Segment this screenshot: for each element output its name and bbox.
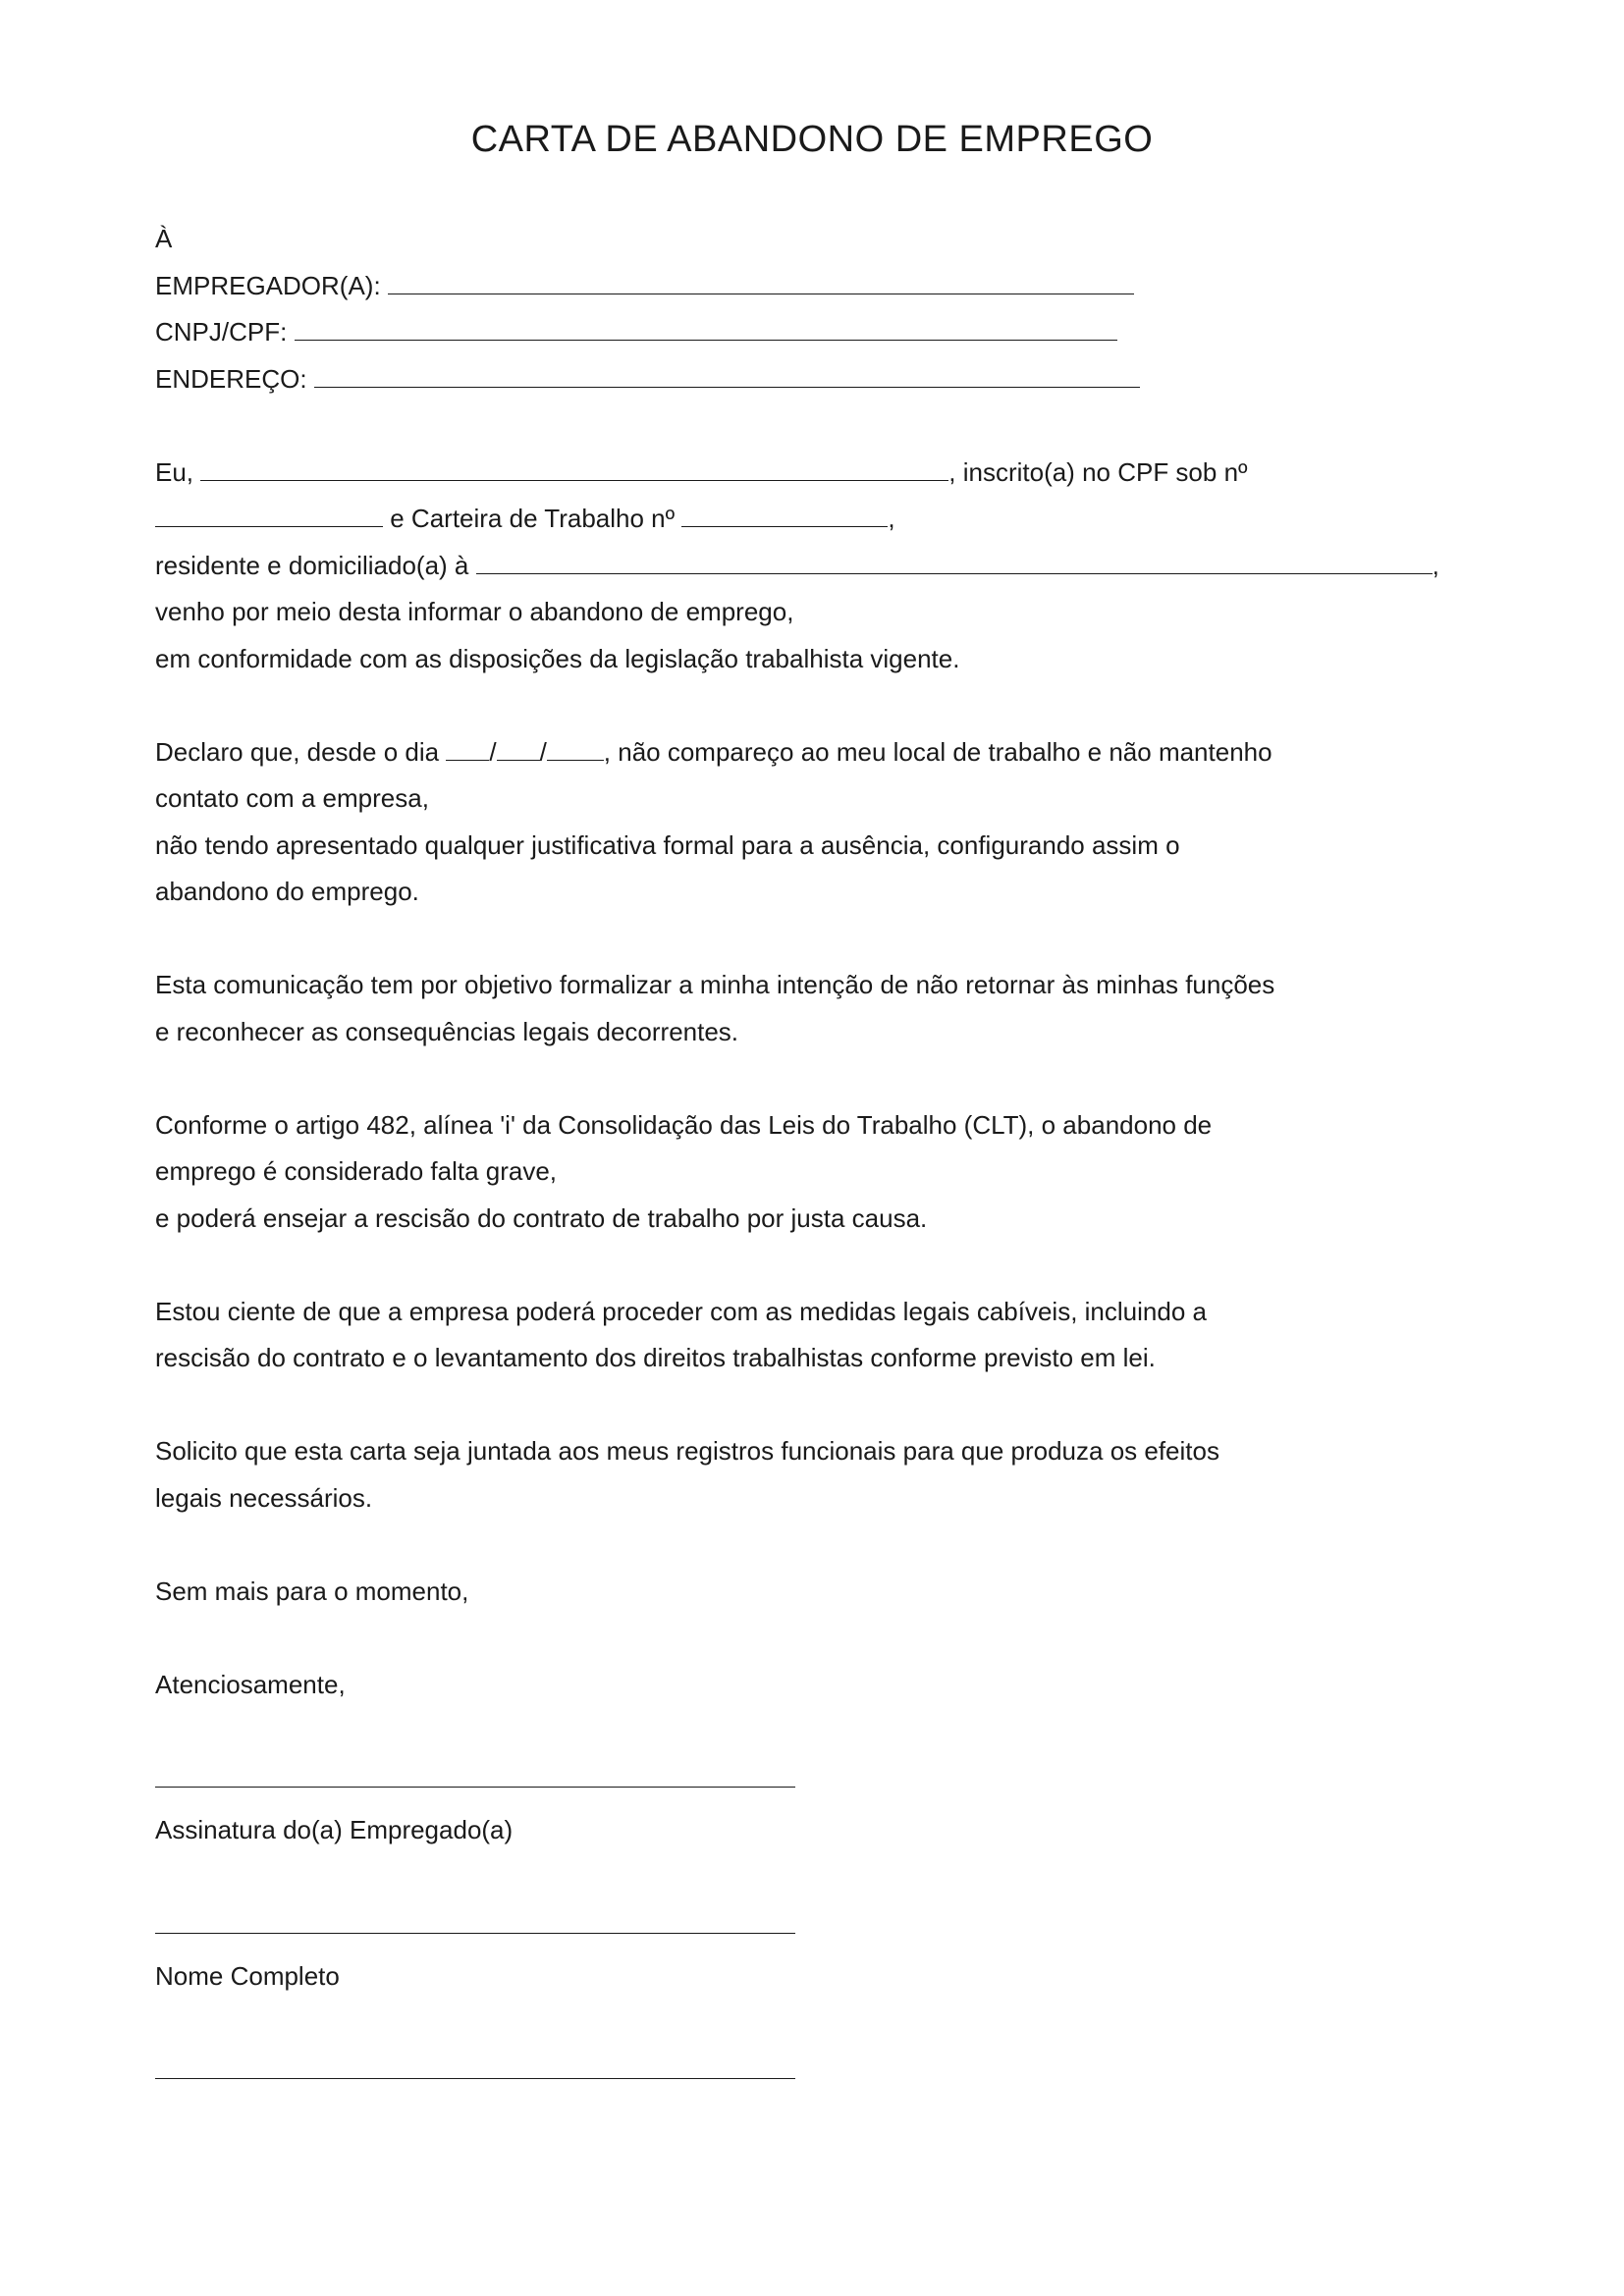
intro-line-5: em conformidade com as disposições da legislação trabalhista vigente. <box>155 643 960 673</box>
signature-label: Assinatura do(a) Empregado(a) <box>155 1815 514 1844</box>
declaration-line-1 <box>155 729 1530 776</box>
cnpj-blank <box>295 316 1117 341</box>
signature-line <box>155 1787 795 1788</box>
intro-residence: residente e domiciliado(a) à <box>155 550 469 580</box>
objective-line-2: e reconhecer as consequências legais decorrentes. <box>155 1016 739 1046</box>
intro-eu: Eu, <box>155 456 194 487</box>
intro-line-4: venho por meio desta informar o abandono de emprego, <box>155 597 794 626</box>
intro-ctps-text: e Carteira de Trabalho nº <box>390 504 676 533</box>
residence-blank <box>476 550 1433 574</box>
extra-line <box>155 2078 795 2079</box>
employer-label: EMPREGADOR(A): <box>155 270 381 300</box>
name-blank <box>200 456 948 481</box>
year-blank <box>547 736 604 761</box>
clt-line-2: emprego é considerado falta grave, <box>155 1156 558 1186</box>
address-label: ENDEREÇO: <box>155 363 307 394</box>
intro-cpf-text: , inscrito(a) no CPF sob nº <box>948 456 1248 487</box>
aware-line-2: rescisão do contrato e o levantamento dos direitos trabalhistas conforme previsto em lei. <box>155 1343 1156 1372</box>
full-name-label: Nome Completo <box>155 1960 340 1991</box>
clt-line-3: e poderá ensejar a rescisão do contrato de trabalho por justa causa. <box>155 1202 928 1233</box>
intro-line-1 <box>155 450 1530 497</box>
clt-line-1: Conforme o artigo 482, alínea 'i' da Consolidação das Leis do Trabalho (CLT), o abandono de <box>155 1109 1213 1140</box>
date-slash-1: / <box>489 736 497 767</box>
request-line-1: Solicito que esta carta seja juntada aos meus registros funcionais para que produza os efeitos <box>155 1436 1219 1466</box>
intro-line-3 <box>155 543 1530 590</box>
closing-regards: Atenciosamente, <box>155 1669 346 1699</box>
employer-line <box>155 263 1530 310</box>
employer-blank <box>388 270 1134 294</box>
closing-no-more: Sem mais para o momento, <box>155 1575 469 1606</box>
cnpj-line <box>155 309 1530 356</box>
address-line <box>155 356 1530 403</box>
document-title: CARTA DE ABANDONO DE EMPREGO <box>470 119 1154 160</box>
intro-comma-1: , <box>888 504 895 533</box>
address-blank <box>314 363 1140 388</box>
intro-comma-2: , <box>1432 550 1439 580</box>
ctps-blank <box>681 503 888 527</box>
recipient-to: À <box>155 224 173 253</box>
cnpj-label: CNPJ/CPF: <box>155 317 288 347</box>
day-blank <box>446 736 489 761</box>
aware-line-1: Estou ciente de que a empresa poderá proceder com as medidas legais cabíveis, incluindo a <box>155 1296 1207 1326</box>
cpf-blank <box>155 503 383 527</box>
month-blank <box>497 736 540 761</box>
declaration-suffix: , não compareço ao meu local de trabalho e não mantenho <box>603 736 1272 767</box>
declaration-line-2: contato com a empresa, <box>155 783 429 813</box>
intro-line-2 <box>155 496 1530 543</box>
full-name-line <box>155 1933 795 1934</box>
declaration-line-3: não tendo apresentado qualquer justificativa formal para a ausência, configurando assim o <box>155 829 1180 860</box>
declaration-line-4: abandono do emprego. <box>155 877 419 906</box>
objective-line-1: Esta comunicação tem por objetivo formalizar a minha intenção de não retornar às minhas funções <box>155 970 1275 999</box>
request-line-2: legais necessários. <box>155 1482 373 1513</box>
declaration-prefix: Declaro que, desde o dia <box>155 736 440 767</box>
date-slash-2: / <box>539 736 547 767</box>
letter-body <box>155 216 1530 2079</box>
